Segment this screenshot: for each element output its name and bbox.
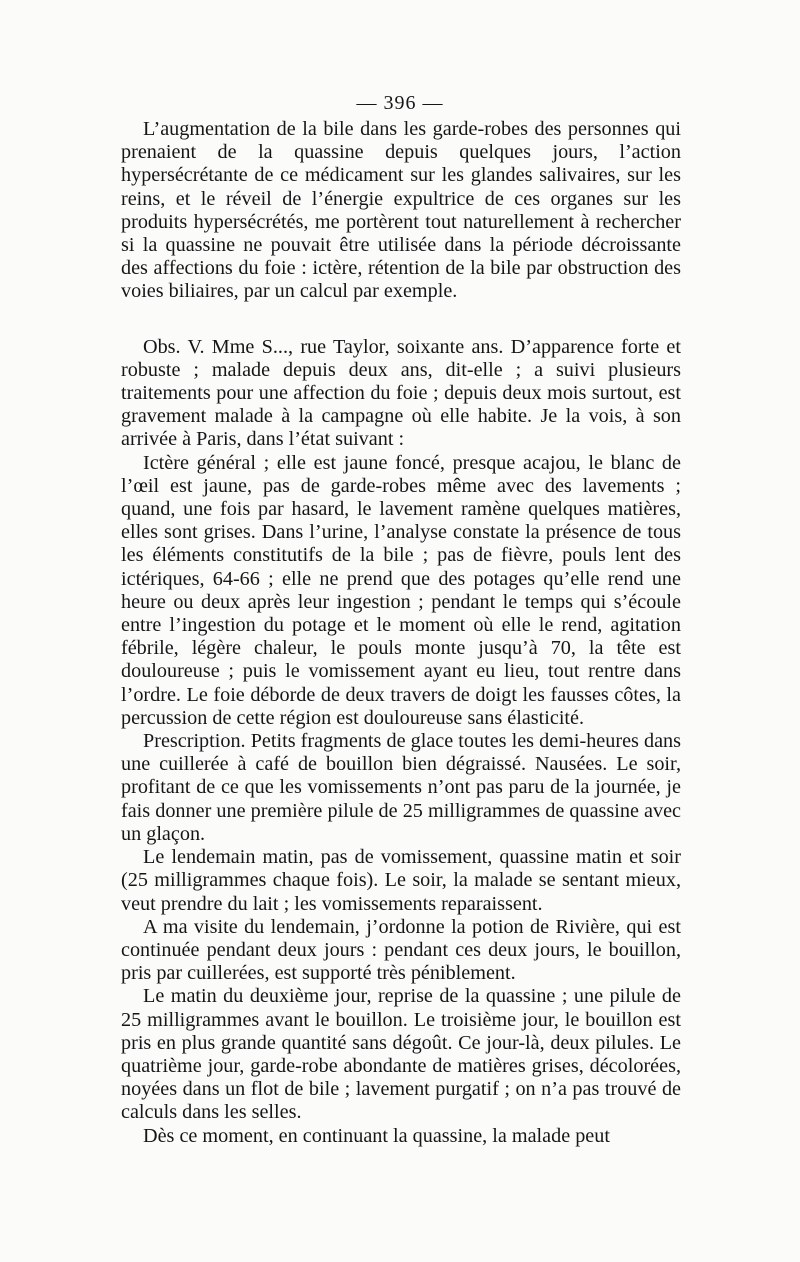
paragraph-bile-quassine: L’augmentation de la bile dans les garde-robes des personnes qui prenaient de la quassine depuis quelques jours, l’action hypersécrétante de ce médicament sur les glandes salivaires, sur les reins, et le réveil de l’énergie expultrice de ces organes sur les produits hypersécrétés, me portèrent tout naturellement à rechercher si la quassine ne pouvait être utilisée dans la période décroissante des affections du foie : ictère, rétention de la bile par obstruction des voies biliaires, par un calcul par exemple. [121, 118, 681, 303]
paragraph-gap [121, 304, 681, 336]
page-text [121, 118, 681, 1148]
page-number: — 396 — [356, 92, 444, 114]
paragraph-continuation: Dès ce moment, en continuant la quassine, la malade peut [143, 1124, 610, 1147]
paragraph-next-morning: Le lendemain matin, pas de vomissement, quassine matin et soir (25 milligrammes chaque fois). Le soir, la malade se sentant mieux, veut prendre du lait ; les vomissements reparaissent. [121, 846, 681, 915]
paragraph-observation-v: Obs. V. Mme S..., rue Taylor, soixante ans. D’apparence forte et robuste ; malade depuis deux ans, dit-elle ; a suivi plusieurs traitements pour une affection du foie ; depuis deux mois surtout, est gravement malade à la campagne où elle habite. Je la vois, à son arrivée à Paris, dans l’état suivant : [121, 335, 681, 451]
paragraph-second-day: Le matin du deuxième jour, reprise de la quassine ; une pilule de 25 milligrammes avant le bouillon. Le troisième jour, le bouillon est pris en plus grande quantité sans dégoût. Ce jour-là, deux pilules. Le quatrième jour, garde-robe abondante de matières grises, décolorées, noyées dans un flot de bile ; lavement purgatif ; on n’a pas trouvé de calculs dans les selles. [121, 985, 681, 1124]
paragraph-symptoms: Ictère général ; elle est jaune foncé, presque acajou, le blanc de l’œil est jaune, pas de garde-robes même avec des lavements ; quand, une fois par hasard, le lavement ramène quelques matières, elles sont grises. Dans l’urine, l’analyse constate la présence de tous les éléments constitutifs de la bile ; pas de fièvre, pouls lent des ictériques, 64-66 ; elle ne prend que des potages qu’elle rend une heure ou deux après leur ingestion ; pendant le temps qui s’écoule entre l’ingestion du potage et le moment où elle le rend, agitation fébrile, légère chaleur, le pouls monte jusqu’à 70, la tête est douloureuse ; puis le vomissement ayant eu lieu, tout rentre dans l’ordre. Le foie déborde de deux travers de doigt les fausses côtes, la percussion de cette région est douloureuse sans élasticité. [121, 451, 681, 729]
paragraph-prescription: Prescription. Petits fragments de glace toutes les demi-heures dans une cuillerée à café de bouillon bien dégraissé. Nausées. Le soir, profitant de ce que les vomissements n’ont pas paru de la journée, je fais donner une première pilule de 25 milligrammes de quassine avec un glaçon. [121, 730, 681, 845]
paragraph-potion-riviere: A ma visite du lendemain, j’ordonne la potion de Rivière, qui est continuée pendant deux jours : pendant ces deux jours, le bouillon, pris par cuillerées, est supporté très péniblement. [121, 915, 681, 985]
